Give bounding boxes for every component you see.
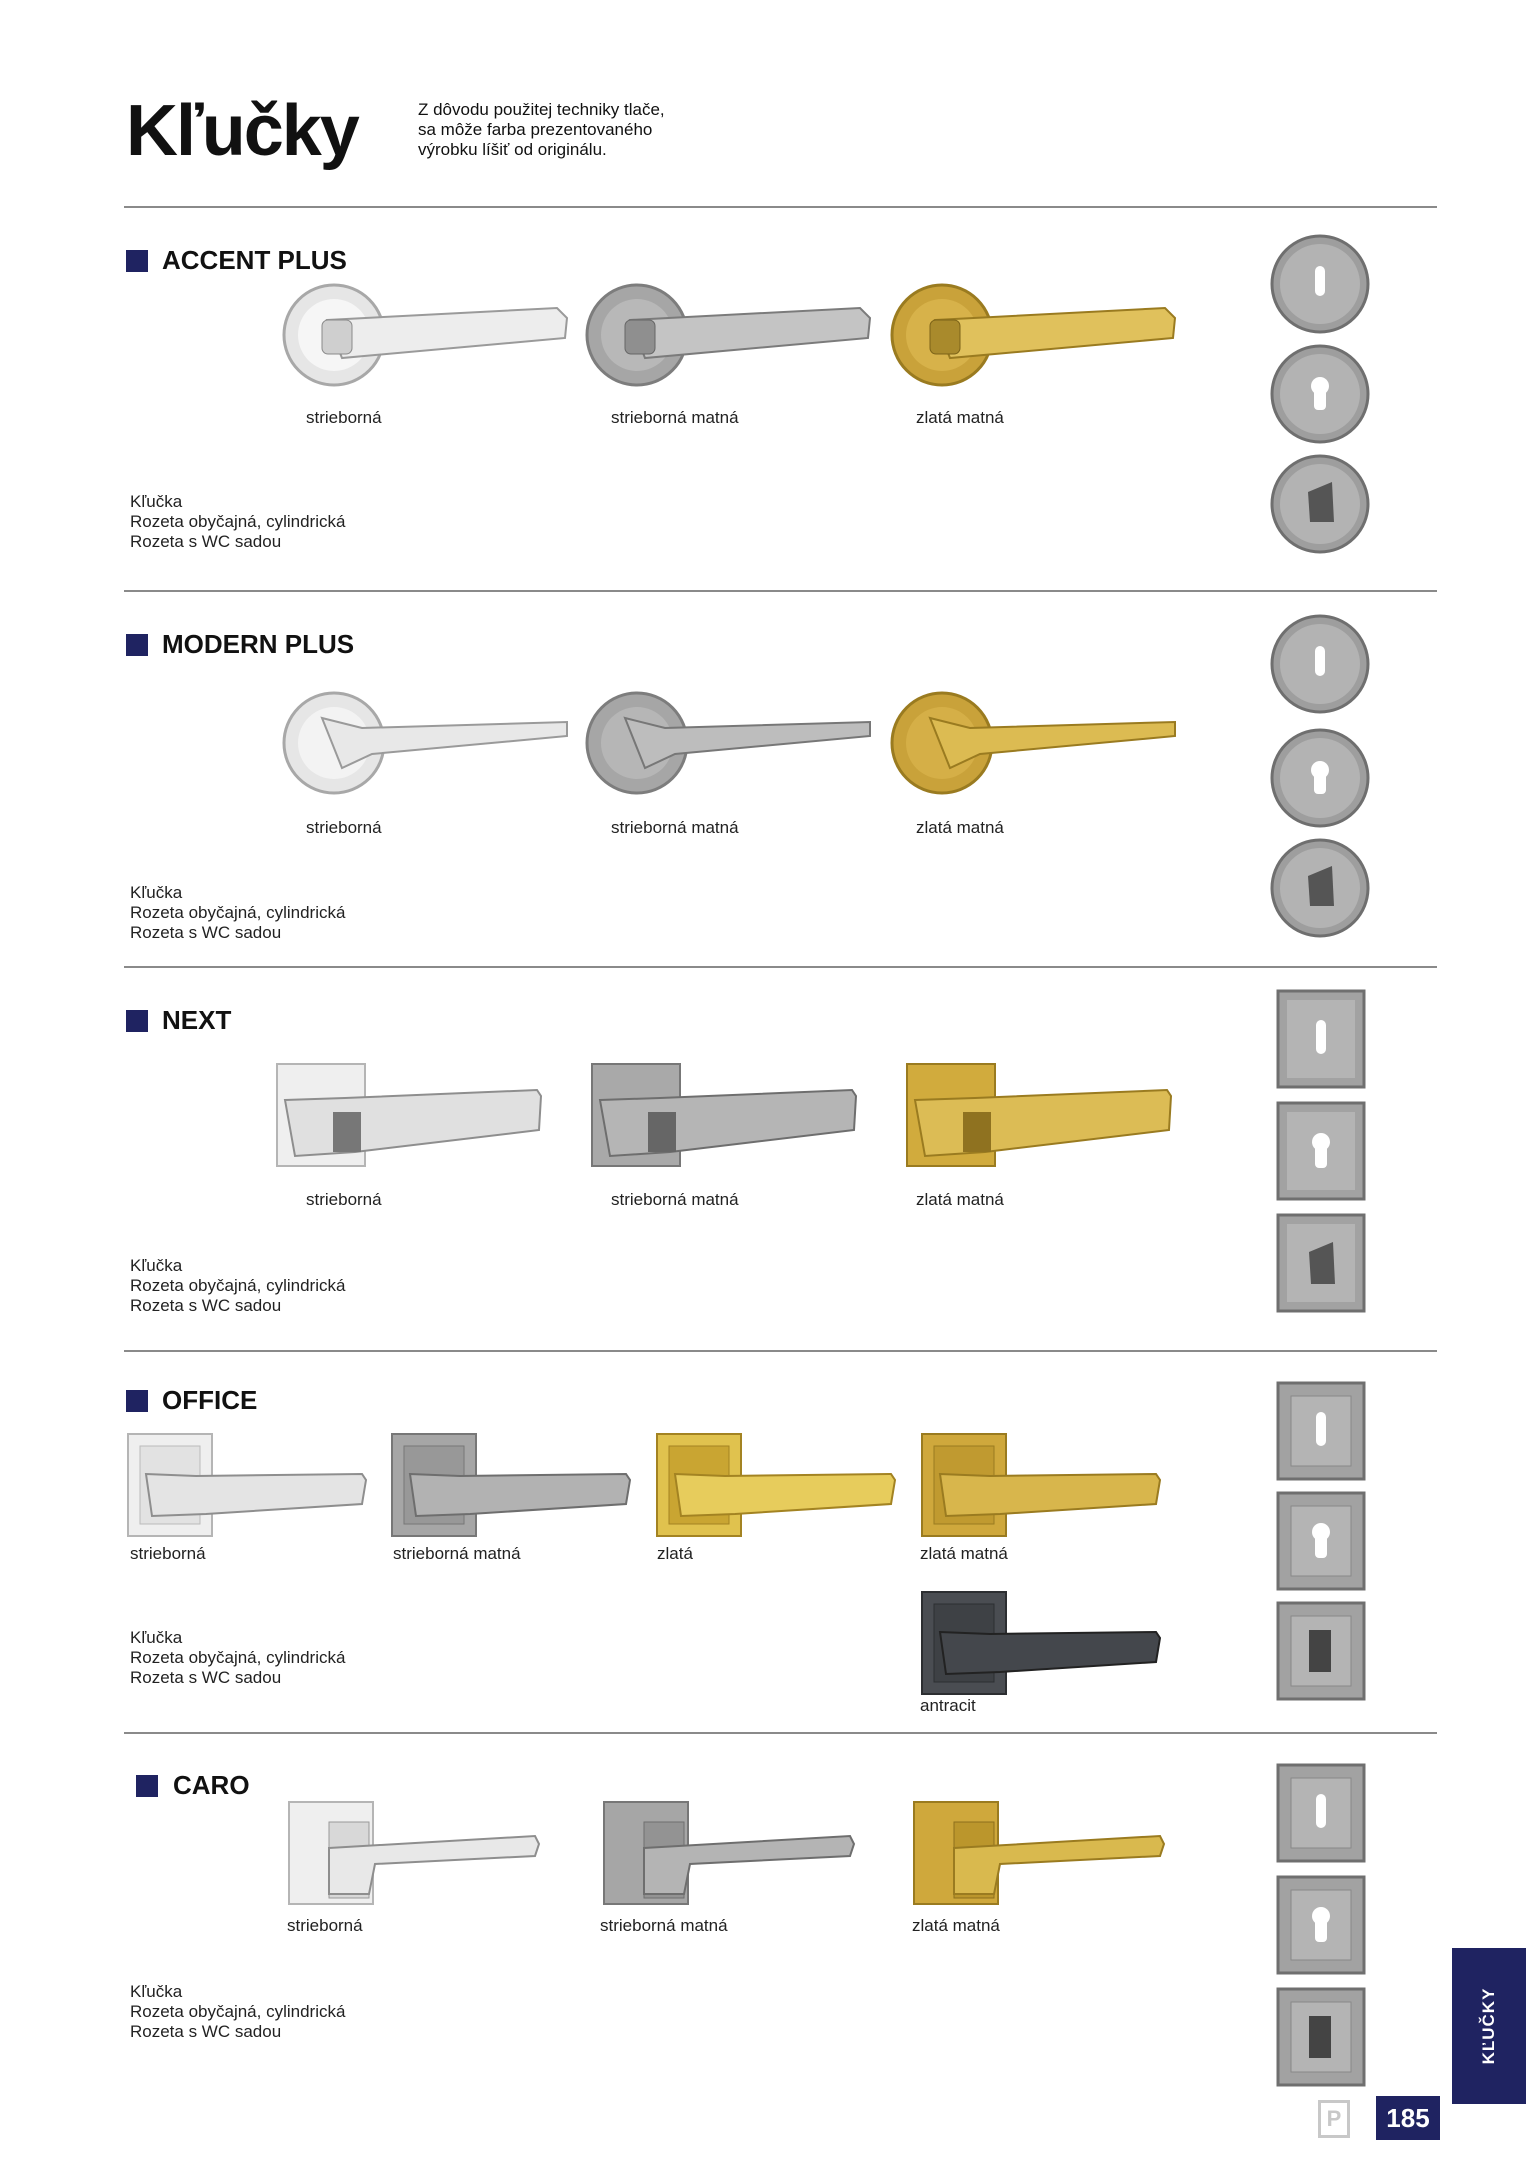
variant-label: strieborná <box>130 1544 206 1563</box>
print-disclaimer: Z dôvodu použitej techniky tlače, sa môže farba prezentovaného výrobku líšiť od originálu. <box>418 100 665 159</box>
handle-image-zlata <box>655 1430 900 1540</box>
rosette-wc-icon <box>1275 1986 1367 2088</box>
product-description: Kľučka Rozeta obyčajná, cylindrická Rozeta s WC sadou <box>130 883 346 942</box>
rosette-cylinder-icon <box>1275 1874 1367 1976</box>
rosette-cylinder-icon <box>1275 1100 1367 1202</box>
section-divider <box>124 206 1437 208</box>
page-number: 185 <box>1376 2096 1440 2140</box>
variant-label: strieborná <box>287 1916 363 1935</box>
variant-label: strieborná matná <box>393 1544 521 1563</box>
publisher-logo-icon: P <box>1318 2100 1350 2138</box>
rosette-cylinder-icon <box>1270 342 1370 446</box>
product-description: Kľučka Rozeta obyčajná, cylindrická Rozeta s WC sadou <box>130 1256 346 1315</box>
section-title-office: OFFICE <box>162 1385 258 1415</box>
rosette-key-icon <box>1275 988 1367 1090</box>
section-tab <box>1452 1948 1526 2104</box>
variant-label: strieborná <box>306 1190 382 1209</box>
handle-image-strieborna-matna <box>390 1430 635 1540</box>
variant-label: antracit <box>920 1696 976 1715</box>
rosette-key-icon <box>1275 1380 1367 1482</box>
section-marker <box>136 1775 158 1797</box>
page-title: Kľučky <box>126 91 358 171</box>
handle-image-antracit <box>920 1588 1165 1698</box>
section-marker <box>126 250 148 272</box>
variant-label: zlatá matná <box>916 408 1004 427</box>
variant-label: zlatá matná <box>916 818 1004 837</box>
handle-image-strieborna <box>282 280 572 390</box>
rosette-wc-icon <box>1275 1600 1367 1702</box>
variant-label: strieborná <box>306 818 382 837</box>
handle-image-zlata-matna <box>910 1798 1170 1908</box>
handle-image-strieborna <box>275 1060 545 1170</box>
section-marker <box>126 1390 148 1412</box>
rosette-wc-icon <box>1275 1212 1367 1314</box>
variant-label: zlatá matná <box>916 1190 1004 1209</box>
rosette-key-icon <box>1270 232 1370 336</box>
rosette-cylinder-icon <box>1270 726 1370 830</box>
rosette-wc-icon <box>1270 452 1370 556</box>
rosette-key-icon <box>1270 612 1370 716</box>
handle-image-zlata-matna <box>890 688 1180 798</box>
rosette-cylinder-icon <box>1275 1490 1367 1592</box>
handle-image-zlata-matna <box>890 280 1180 390</box>
rosette-wc-icon <box>1270 836 1370 940</box>
section-divider <box>124 590 1437 592</box>
section-divider <box>124 966 1437 968</box>
variant-label: strieborná matná <box>611 408 739 427</box>
handle-image-strieborna-matna <box>600 1798 860 1908</box>
variant-label: zlatá matná <box>920 1544 1008 1563</box>
variant-label: zlatá <box>657 1544 693 1563</box>
variant-label: strieborná matná <box>611 1190 739 1209</box>
section-title-modern-plus: MODERN PLUS <box>162 629 355 659</box>
handle-image-strieborna-matna <box>585 688 875 798</box>
section-title-next: NEXT <box>162 1005 232 1035</box>
variant-label: zlatá matná <box>912 1916 1000 1935</box>
product-description: Kľučka Rozeta obyčajná, cylindrická Rozeta s WC sadou <box>130 492 346 551</box>
handle-image-zlata-matna <box>905 1060 1175 1170</box>
section-tab-label: KĽUČKY <box>1479 1987 1498 2065</box>
section-marker <box>126 1010 148 1032</box>
handle-image-strieborna <box>285 1798 545 1908</box>
product-description: Kľučka Rozeta obyčajná, cylindrická Rozeta s WC sadou <box>130 1628 346 1687</box>
section-divider <box>124 1732 1437 1734</box>
handle-image-strieborna-matna <box>590 1060 860 1170</box>
handle-image-zlata-matna <box>920 1430 1165 1540</box>
rosette-key-icon <box>1275 1762 1367 1864</box>
handle-image-strieborna-matna <box>585 280 875 390</box>
product-description: Kľučka Rozeta obyčajná, cylindrická Rozeta s WC sadou <box>130 1982 346 2041</box>
handle-image-strieborna <box>282 688 572 798</box>
variant-label: strieborná matná <box>611 818 739 837</box>
section-title-caro: CARO <box>173 1770 250 1800</box>
handle-image-strieborna <box>126 1430 371 1540</box>
variant-label: strieborná <box>306 408 382 427</box>
section-marker <box>126 634 148 656</box>
section-divider <box>124 1350 1437 1352</box>
variant-label: strieborná matná <box>600 1916 728 1935</box>
section-title-accent-plus: ACCENT PLUS <box>162 245 347 275</box>
